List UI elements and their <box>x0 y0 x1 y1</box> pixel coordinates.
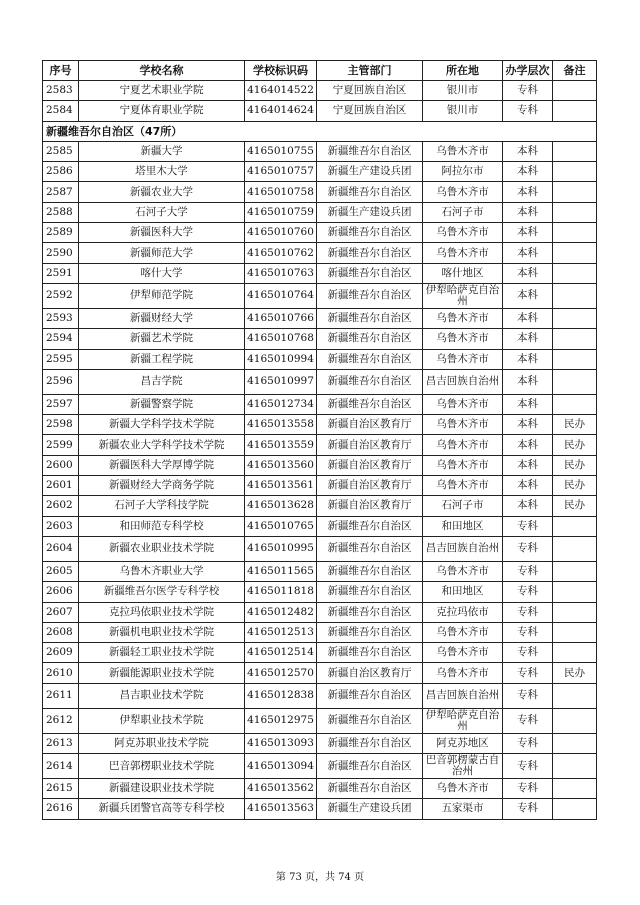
table-cell: 新疆大学 <box>79 141 245 161</box>
table-cell: 新疆维吾尔自治区 <box>317 754 423 779</box>
table-cell: 银川市 <box>423 81 503 101</box>
table-row <box>43 435 597 455</box>
table-cell: 2583 <box>43 81 79 101</box>
table-cell: 新疆维吾尔自治区 <box>317 329 423 349</box>
table-cell: 和田师范专科学校 <box>79 516 245 536</box>
table-row <box>43 779 597 799</box>
table-cell: 专科 <box>503 561 553 581</box>
table-cell: 4165010997 <box>245 369 317 394</box>
table-cell <box>553 223 597 243</box>
table-cell: 2585 <box>43 141 79 161</box>
table-row <box>43 622 597 642</box>
table-cell <box>553 329 597 349</box>
table-cell: 2590 <box>43 243 79 263</box>
table-cell: 本科 <box>503 394 553 414</box>
table-cell: 石河子大学 <box>79 202 245 222</box>
table-cell: 宁夏体育职业学院 <box>79 101 245 121</box>
table-cell: 乌鲁木齐市 <box>423 561 503 581</box>
table-cell: 昌吉回族自治州 <box>423 683 503 708</box>
table-cell: 新疆自治区教育厅 <box>317 496 423 516</box>
section-title: 新疆维吾尔自治区（47所） <box>43 121 597 141</box>
header-cell: 主管部门 <box>317 61 423 81</box>
table-cell: 新疆维吾尔自治区 <box>317 369 423 394</box>
table-cell <box>553 683 597 708</box>
table-cell: 4165013559 <box>245 435 317 455</box>
table-cell: 民办 <box>553 496 597 516</box>
table-cell: 2587 <box>43 182 79 202</box>
table-cell: 4165013560 <box>245 455 317 475</box>
table-cell: 乌鲁木齐市 <box>423 476 503 496</box>
table-cell: 新疆维吾尔自治区 <box>317 394 423 414</box>
table-cell: 民办 <box>553 663 597 683</box>
table-cell <box>553 101 597 121</box>
table-cell: 乌鲁木齐市 <box>423 622 503 642</box>
table-cell: 2605 <box>43 561 79 581</box>
table-cell: 新疆轻工职业技术学院 <box>79 643 245 663</box>
table-cell: 乌鲁木齐市 <box>423 243 503 263</box>
table-cell: 2602 <box>43 496 79 516</box>
table-row <box>43 582 597 602</box>
table-cell: 本科 <box>503 223 553 243</box>
table-cell: 2595 <box>43 349 79 369</box>
table-row <box>43 708 597 733</box>
table-cell: 本科 <box>503 308 553 328</box>
table-row <box>43 561 597 581</box>
table-cell <box>553 308 597 328</box>
table-cell: 4165012513 <box>245 622 317 642</box>
table-cell: 本科 <box>503 263 553 283</box>
table-cell: 2608 <box>43 622 79 642</box>
table-cell: 乌鲁木齐市 <box>423 308 503 328</box>
header-cell: 序号 <box>43 61 79 81</box>
table-cell: 新疆师范大学 <box>79 243 245 263</box>
table-cell: 2614 <box>43 754 79 779</box>
table-cell: 专科 <box>503 101 553 121</box>
table-cell: 专科 <box>503 643 553 663</box>
table-cell: 4165010994 <box>245 349 317 369</box>
table-cell: 专科 <box>503 582 553 602</box>
table-cell: 2606 <box>43 582 79 602</box>
table-cell: 2609 <box>43 643 79 663</box>
table-cell: 新疆维吾尔自治区 <box>317 733 423 753</box>
table-cell: 新疆维吾尔自治区 <box>317 561 423 581</box>
table-cell <box>553 754 597 779</box>
table-cell: 4165013558 <box>245 415 317 435</box>
table-cell: 新疆能源职业技术学院 <box>79 663 245 683</box>
table-row <box>43 799 597 819</box>
table-cell <box>553 733 597 753</box>
table-row <box>43 243 597 263</box>
table-cell: 专科 <box>503 602 553 622</box>
table-cell: 4165013561 <box>245 476 317 496</box>
table-cell: 新疆建设职业技术学院 <box>79 779 245 799</box>
table-cell: 4165012570 <box>245 663 317 683</box>
table-cell: 阿拉尔市 <box>423 162 503 182</box>
table-cell: 本科 <box>503 455 553 475</box>
table-cell: 阿克苏地区 <box>423 733 503 753</box>
table-cell: 2612 <box>43 708 79 733</box>
table-cell: 本科 <box>503 202 553 222</box>
table-cell: 新疆自治区教育厅 <box>317 476 423 496</box>
table-cell: 4164014522 <box>245 81 317 101</box>
table-cell: 伊犁职业技术学院 <box>79 708 245 733</box>
table-row <box>43 162 597 182</box>
table-cell <box>553 536 597 561</box>
table-row <box>43 81 597 101</box>
table-cell: 2594 <box>43 329 79 349</box>
table-cell <box>553 582 597 602</box>
table-cell: 本科 <box>503 283 553 308</box>
table-cell: 石河子大学科技学院 <box>79 496 245 516</box>
table-cell: 昌吉回族自治州 <box>423 369 503 394</box>
table-cell: 塔里木大学 <box>79 162 245 182</box>
table-cell: 新疆自治区教育厅 <box>317 455 423 475</box>
table-cell: 2597 <box>43 394 79 414</box>
table-cell: 专科 <box>503 708 553 733</box>
table-cell: 本科 <box>503 496 553 516</box>
table-cell: 4165012482 <box>245 602 317 622</box>
table-cell: 新疆工程学院 <box>79 349 245 369</box>
table-cell: 新疆生产建设兵团 <box>317 799 423 819</box>
table-cell: 银川市 <box>423 101 503 121</box>
table-cell <box>553 81 597 101</box>
table-cell: 克拉玛依职业技术学院 <box>79 602 245 622</box>
table-cell: 4165013562 <box>245 779 317 799</box>
table-cell: 乌鲁木齐市 <box>423 349 503 369</box>
table-cell: 石河子市 <box>423 496 503 516</box>
table-cell <box>553 263 597 283</box>
table-row <box>43 754 597 779</box>
table-cell: 新疆维吾尔自治区 <box>317 516 423 536</box>
table-cell: 新疆大学科学技术学院 <box>79 415 245 435</box>
table-cell: 新疆财经大学 <box>79 308 245 328</box>
table-cell: 专科 <box>503 516 553 536</box>
table-cell: 新疆农业大学科学技术学院 <box>79 435 245 455</box>
table-cell: 伊犁哈萨克自治州 <box>423 283 503 308</box>
table-cell: 和田地区 <box>423 582 503 602</box>
table-row <box>43 683 597 708</box>
table-cell: 2616 <box>43 799 79 819</box>
table-cell: 乌鲁木齐市 <box>423 182 503 202</box>
table-cell: 乌鲁木齐市 <box>423 329 503 349</box>
table-cell: 4165010763 <box>245 263 317 283</box>
table-cell: 4165012734 <box>245 394 317 414</box>
table-cell: 石河子市 <box>423 202 503 222</box>
table-cell: 专科 <box>503 536 553 561</box>
table-row <box>43 496 597 516</box>
table-cell: 新疆自治区教育厅 <box>317 435 423 455</box>
table-cell <box>553 799 597 819</box>
table-cell: 和田地区 <box>423 516 503 536</box>
section-row <box>43 121 597 141</box>
table-cell: 本科 <box>503 415 553 435</box>
table-cell: 乌鲁木齐市 <box>423 455 503 475</box>
table-row <box>43 329 597 349</box>
table-cell: 4164014624 <box>245 101 317 121</box>
table-row <box>43 516 597 536</box>
table-cell: 4165010755 <box>245 141 317 161</box>
table-cell: 2610 <box>43 663 79 683</box>
table-cell: 4165013628 <box>245 496 317 516</box>
table-cell: 民办 <box>553 476 597 496</box>
table-row <box>43 394 597 414</box>
table-cell: 4165013093 <box>245 733 317 753</box>
table-cell: 新疆维吾尔自治区 <box>317 349 423 369</box>
table-cell: 新疆医科大学 <box>79 223 245 243</box>
table-cell: 本科 <box>503 162 553 182</box>
table-row <box>43 182 597 202</box>
table-cell: 4165010760 <box>245 223 317 243</box>
table-cell: 新疆医科大学厚博学院 <box>79 455 245 475</box>
table-row <box>43 455 597 475</box>
table-cell <box>553 779 597 799</box>
table-cell: 新疆维吾尔自治区 <box>317 243 423 263</box>
table-cell: 2601 <box>43 476 79 496</box>
table-row <box>43 223 597 243</box>
table-cell: 昌吉回族自治州 <box>423 536 503 561</box>
table-row <box>43 101 597 121</box>
table-cell: 专科 <box>503 754 553 779</box>
table-cell: 4165010768 <box>245 329 317 349</box>
table-cell <box>553 394 597 414</box>
header-cell: 学校标识码 <box>245 61 317 81</box>
table-cell: 专科 <box>503 799 553 819</box>
table-cell: 巴音郭楞职业技术学院 <box>79 754 245 779</box>
table-cell: 4165010764 <box>245 283 317 308</box>
table-cell: 2613 <box>43 733 79 753</box>
table-cell: 新疆兵团警官高等专科学校 <box>79 799 245 819</box>
table-cell: 新疆维吾尔自治区 <box>317 622 423 642</box>
table-row <box>43 308 597 328</box>
table-row <box>43 415 597 435</box>
table-cell <box>553 643 597 663</box>
table-cell: 4165011565 <box>245 561 317 581</box>
table-cell: 五家渠市 <box>423 799 503 819</box>
table-cell: 乌鲁木齐市 <box>423 435 503 455</box>
table-cell: 4165012514 <box>245 643 317 663</box>
table-cell: 本科 <box>503 476 553 496</box>
table-cell: 新疆机电职业技术学院 <box>79 622 245 642</box>
table-cell: 乌鲁木齐市 <box>423 141 503 161</box>
table-cell: 乌鲁木齐市 <box>423 415 503 435</box>
table-row <box>43 476 597 496</box>
table-cell: 2591 <box>43 263 79 283</box>
table-cell: 2586 <box>43 162 79 182</box>
table-cell: 2584 <box>43 101 79 121</box>
table-cell: 2611 <box>43 683 79 708</box>
table-cell: 宁夏艺术职业学院 <box>79 81 245 101</box>
table-cell: 昌吉学院 <box>79 369 245 394</box>
table-cell: 新疆维吾尔自治区 <box>317 779 423 799</box>
header-cell: 学校名称 <box>79 61 245 81</box>
table-cell: 新疆生产建设兵团 <box>317 202 423 222</box>
table-cell: 巴音郭楞蒙古自治州 <box>423 754 503 779</box>
table-cell: 新疆农业职业技术学院 <box>79 536 245 561</box>
page-footer: 第 73 页，共 74 页 <box>275 872 365 883</box>
table-cell: 本科 <box>503 243 553 263</box>
table-cell <box>553 622 597 642</box>
table-cell: 专科 <box>503 622 553 642</box>
table-cell: 宁夏回族自治区 <box>317 81 423 101</box>
table-cell: 民办 <box>553 455 597 475</box>
table-cell: 专科 <box>503 683 553 708</box>
table-cell <box>553 182 597 202</box>
table-cell: 2600 <box>43 455 79 475</box>
table-cell: 4165013094 <box>245 754 317 779</box>
table-cell: 新疆艺术学院 <box>79 329 245 349</box>
table-cell: 4165012975 <box>245 708 317 733</box>
table-cell: 新疆维吾尔自治区 <box>317 602 423 622</box>
table-cell <box>553 561 597 581</box>
table-row <box>43 643 597 663</box>
table-cell: 新疆自治区教育厅 <box>317 415 423 435</box>
table-cell <box>553 243 597 263</box>
table-cell: 本科 <box>503 369 553 394</box>
table-cell <box>553 349 597 369</box>
table-cell: 喀什地区 <box>423 263 503 283</box>
table-cell: 2599 <box>43 435 79 455</box>
table-cell <box>553 369 597 394</box>
table-cell: 新疆自治区教育厅 <box>317 663 423 683</box>
table-cell: 2607 <box>43 602 79 622</box>
table-cell: 新疆维吾尔自治区 <box>317 643 423 663</box>
table-row <box>43 283 597 308</box>
table-cell: 昌吉职业技术学院 <box>79 683 245 708</box>
table-cell: 伊犁哈萨克自治州 <box>423 708 503 733</box>
table-cell <box>553 708 597 733</box>
table-cell: 乌鲁木齐市 <box>423 394 503 414</box>
table-cell: 4165011818 <box>245 582 317 602</box>
table-cell: 新疆财经大学商务学院 <box>79 476 245 496</box>
table-cell: 新疆维吾尔自治区 <box>317 308 423 328</box>
table-cell: 新疆维吾尔自治区 <box>317 263 423 283</box>
table-cell: 2603 <box>43 516 79 536</box>
header-row <box>43 61 597 81</box>
table-row <box>43 602 597 622</box>
table-cell: 2593 <box>43 308 79 328</box>
table-cell: 喀什大学 <box>79 263 245 283</box>
table-cell: 本科 <box>503 141 553 161</box>
table-cell: 4165010759 <box>245 202 317 222</box>
table-row <box>43 263 597 283</box>
table-cell: 本科 <box>503 435 553 455</box>
table-cell: 克拉玛依市 <box>423 602 503 622</box>
table-cell: 新疆维吾尔自治区 <box>317 283 423 308</box>
table-cell: 新疆警察学院 <box>79 394 245 414</box>
table-cell: 新疆维吾尔自治区 <box>317 536 423 561</box>
table-cell <box>553 283 597 308</box>
table-cell: 2615 <box>43 779 79 799</box>
table-cell <box>553 516 597 536</box>
table-cell: 2589 <box>43 223 79 243</box>
table-cell: 新疆维吾尔自治区 <box>317 582 423 602</box>
table-cell: 2592 <box>43 283 79 308</box>
table-cell: 2588 <box>43 202 79 222</box>
table-cell: 本科 <box>503 329 553 349</box>
table-cell: 4165010765 <box>245 516 317 536</box>
table-cell: 4165013563 <box>245 799 317 819</box>
header-cell: 备注 <box>553 61 597 81</box>
table-cell: 乌鲁木齐市 <box>423 643 503 663</box>
table-row <box>43 663 597 683</box>
table-row <box>43 733 597 753</box>
table-cell <box>553 141 597 161</box>
header-cell: 办学层次 <box>503 61 553 81</box>
table-cell: 2598 <box>43 415 79 435</box>
table-cell: 2596 <box>43 369 79 394</box>
table-cell: 新疆维吾尔自治区 <box>317 223 423 243</box>
table-cell: 新疆维吾尔自治区 <box>317 182 423 202</box>
table-cell: 4165010758 <box>245 182 317 202</box>
table-cell: 本科 <box>503 182 553 202</box>
table-cell <box>553 602 597 622</box>
table-cell: 专科 <box>503 81 553 101</box>
table-cell: 乌鲁木齐市 <box>423 663 503 683</box>
table-cell <box>553 202 597 222</box>
table-cell: 新疆农业大学 <box>79 182 245 202</box>
table-row <box>43 369 597 394</box>
table-cell: 宁夏回族自治区 <box>317 101 423 121</box>
table-cell: 新疆维吾尔自治区 <box>317 708 423 733</box>
table-cell: 乌鲁木齐市 <box>423 779 503 799</box>
table-cell: 4165010762 <box>245 243 317 263</box>
table-cell: 民办 <box>553 435 597 455</box>
table-cell: 伊犁师范学院 <box>79 283 245 308</box>
table-cell: 新疆维吾尔自治区 <box>317 683 423 708</box>
table-row <box>43 141 597 161</box>
table-cell: 民办 <box>553 415 597 435</box>
table-cell: 4165010766 <box>245 308 317 328</box>
table-row <box>43 349 597 369</box>
table-row <box>43 536 597 561</box>
header-cell: 所在地 <box>423 61 503 81</box>
table-cell: 新疆生产建设兵团 <box>317 162 423 182</box>
table-row <box>43 202 597 222</box>
table-cell: 专科 <box>503 779 553 799</box>
table-cell: 新疆维吾尔医学专科学校 <box>79 582 245 602</box>
table-cell: 4165010757 <box>245 162 317 182</box>
table-cell: 4165010995 <box>245 536 317 561</box>
table-cell: 4165012838 <box>245 683 317 708</box>
table-cell: 新疆维吾尔自治区 <box>317 141 423 161</box>
table-cell: 专科 <box>503 733 553 753</box>
table-cell: 阿克苏职业技术学院 <box>79 733 245 753</box>
table-cell: 乌鲁木齐市 <box>423 223 503 243</box>
table-cell <box>553 162 597 182</box>
table-cell: 2604 <box>43 536 79 561</box>
table-cell: 本科 <box>503 349 553 369</box>
table-cell: 乌鲁木齐职业大学 <box>79 561 245 581</box>
table-cell: 专科 <box>503 663 553 683</box>
school-table <box>42 60 597 820</box>
